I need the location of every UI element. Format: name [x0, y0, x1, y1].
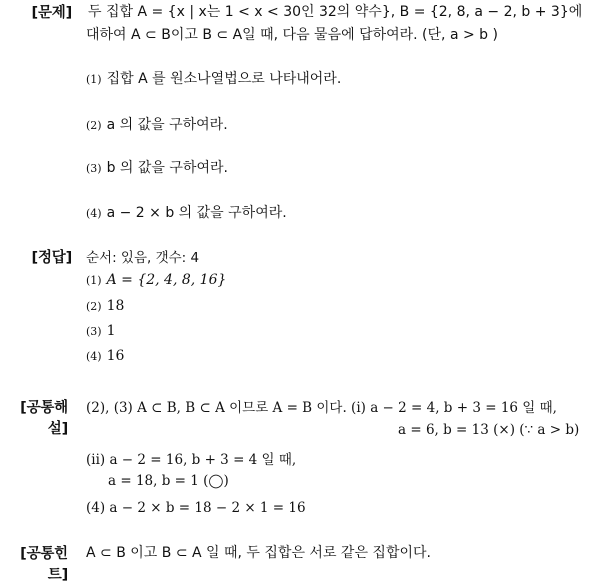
answer-item-3: [86, 323, 116, 339]
answer-order-count: 순서: 있음, 갯수: 4: [86, 250, 200, 266]
answer-number: (2): [86, 300, 102, 313]
answer-body: [86, 245, 614, 375]
question-number: (4): [86, 207, 102, 220]
solution-body: [86, 393, 614, 523]
answer-number: (3): [86, 325, 102, 338]
solution-label: [공통해설]: [20, 400, 68, 437]
answer-label: [정답]: [31, 250, 72, 266]
question-3: [86, 157, 228, 177]
question-number: (3): [86, 162, 102, 175]
question-2: [86, 114, 228, 134]
question-text: a 의 값을 구하여라.: [106, 117, 228, 133]
solution-line-4: a = 18, b = 1 (◯): [108, 473, 229, 489]
question-1: [86, 68, 341, 88]
hint-label: [공통힌트]: [20, 546, 68, 583]
answer-item-1: [86, 272, 226, 288]
answer-text: A = {2, 4, 8, 16}: [106, 272, 227, 288]
answer-item-2: [86, 298, 124, 314]
question-4: [86, 202, 287, 222]
problem-label: [문제]: [31, 5, 72, 21]
question-text: 집합 A 를 원소나열법으로 나타내어라.: [106, 71, 342, 87]
solution-line-3: (ii) a − 2 = 16, b + 3 = 4 일 때,: [86, 452, 297, 468]
problem-statement-line-1: 두 집합 A = {x | x는 1 < x < 30인 32의 약수}, B = {2, 8, a − 2, b + 3}에: [88, 4, 583, 20]
question-number: (1): [86, 73, 102, 86]
answer-number: (4): [86, 350, 102, 363]
solution-line-5: (4) a − 2 × b = 18 − 2 × 1 = 16: [86, 500, 306, 516]
answer-text: 16: [106, 348, 125, 364]
problem-body: [86, 0, 614, 230]
solution-line-1: (2), (3) A ⊂ B, B ⊂ A 이므로 A = B 이다. (i) a − 2 = 4, b + 3 = 16 일 때,: [86, 400, 557, 416]
question-number: (2): [86, 119, 102, 132]
hint-text: A ⊂ B 이고 B ⊂ A 일 때, 두 집합은 서로 같은 집합이다.: [86, 545, 431, 561]
answer-text: 1: [106, 323, 116, 339]
hint-section: [0, 541, 616, 583]
answer-number: (1): [86, 274, 102, 287]
answer-text: 18: [106, 298, 125, 314]
answer-section: [0, 245, 616, 375]
answer-item-4: [86, 348, 124, 364]
problem-section: [0, 0, 616, 230]
problem-statement-line-2: 대하여 A ⊂ B이고 B ⊂ A일 때, 다음 물음에 답하여라. (단, a > b ): [86, 27, 498, 43]
solution-line-2: a = 6, b = 13 (×) (∵ a > b): [398, 422, 580, 438]
solution-section: [0, 393, 616, 523]
hint-body: [86, 541, 614, 561]
question-text: a − 2 × b 의 값을 구하여라.: [106, 205, 287, 221]
question-text: b 의 값을 구하여라.: [106, 160, 228, 176]
